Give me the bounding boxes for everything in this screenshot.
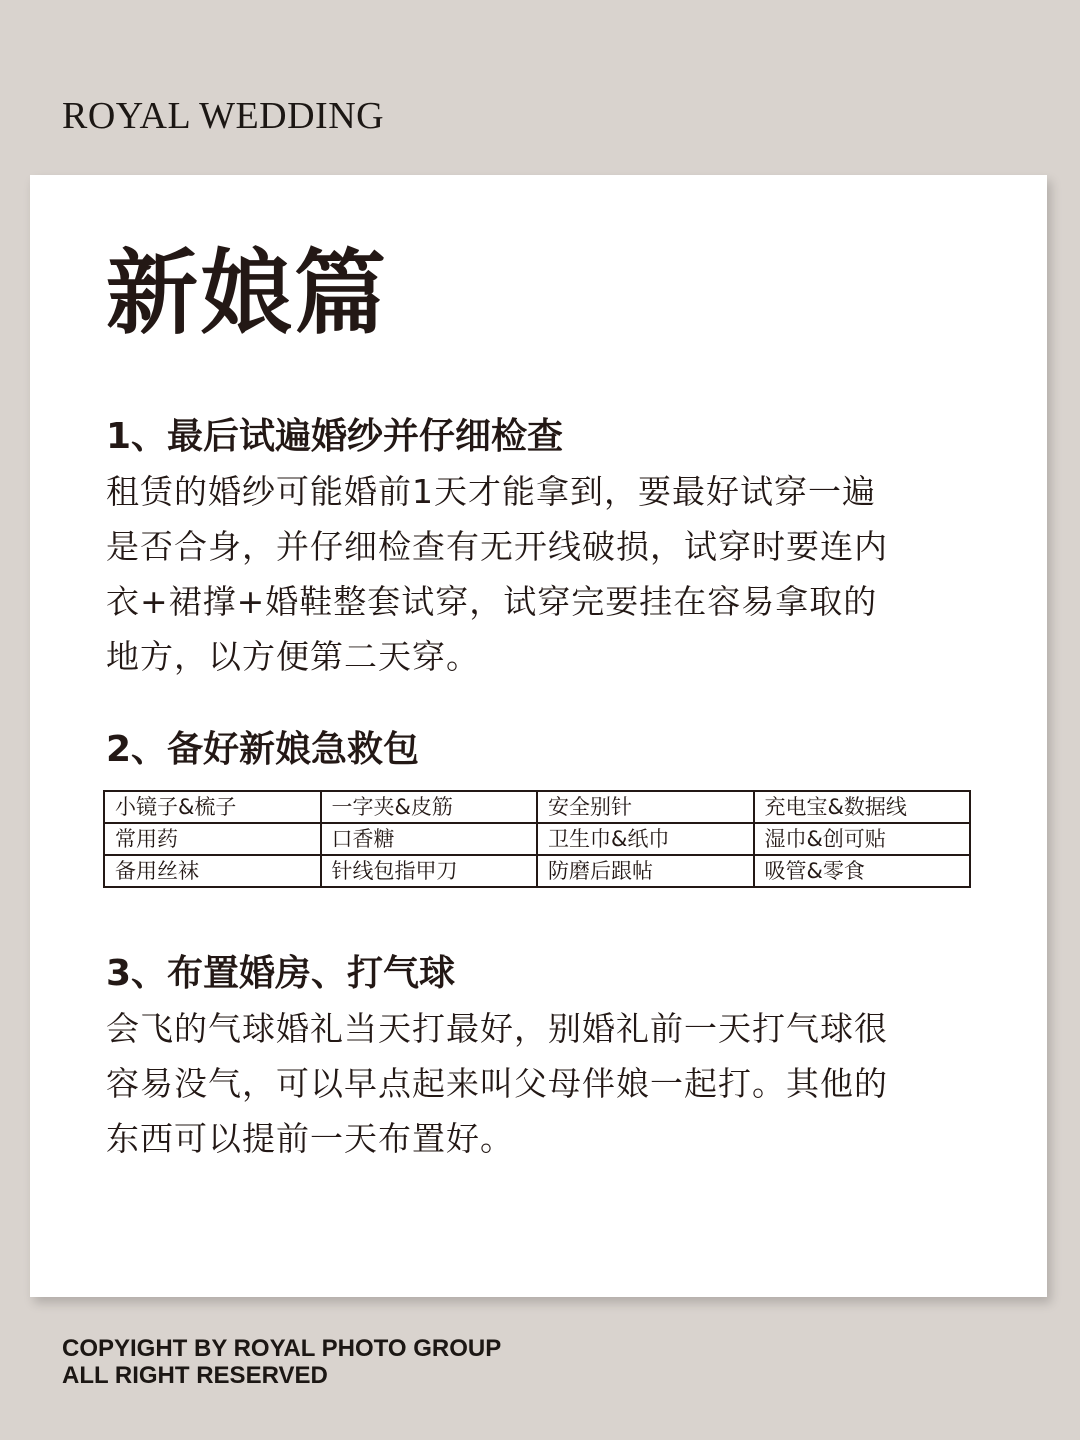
table-row (104, 855, 970, 887)
table-row (104, 791, 970, 823)
table-cell: 安全别针 (537, 791, 754, 823)
page-title: 新娘篇 (106, 240, 389, 347)
body-line: 容易没气，可以早点起来叫父母伴娘一起打。其他的 (106, 1064, 888, 1103)
body-line: 会飞的气球婚礼当天打最好，别婚礼前一天打气球很 (106, 1009, 888, 1048)
body-line: 地方，以方便第二天穿。 (106, 637, 480, 676)
table-cell: 充电宝&数据线 (754, 791, 971, 823)
section-body-3 (106, 1001, 966, 1166)
section-heading-3: 3、布置婚房、打气球 (106, 953, 456, 994)
section-heading-1: 1、最后试遍婚纱并仔细检查 (106, 416, 564, 457)
table-row (104, 823, 970, 855)
body-line: 租赁的婚纱可能婚前1天才能拿到，要最好试穿一遍 (106, 472, 876, 511)
copyright-line: COPYIGHT BY ROYAL PHOTO GROUP (62, 1335, 502, 1362)
table-cell: 卫生巾&纸巾 (537, 823, 754, 855)
table-cell: 小镜子&梳子 (104, 791, 321, 823)
section-body-1 (106, 464, 966, 684)
section-heading-2: 2、备好新娘急救包 (106, 729, 420, 770)
brand-title: ROYAL WEDDING (62, 95, 385, 137)
table-cell: 一字夹&皮筋 (321, 791, 538, 823)
copyright-footer (62, 1335, 501, 1389)
table-cell: 针线包指甲刀 (321, 855, 538, 887)
table-cell: 备用丝袜 (104, 855, 321, 887)
table-cell: 常用药 (104, 823, 321, 855)
body-line: 是否合身，并仔细检查有无开线破损，试穿时要连内 (106, 527, 888, 566)
body-line: 衣+裙撑+婚鞋整套试穿，试穿完要挂在容易拿取的 (106, 582, 878, 621)
table-cell: 湿巾&创可贴 (754, 823, 971, 855)
emergency-kit-table (103, 790, 971, 888)
content-card (30, 175, 1047, 1297)
body-line: 东西可以提前一天布置好。 (106, 1119, 514, 1158)
rights-line: ALL RIGHT RESERVED (62, 1362, 328, 1389)
table-cell: 防磨后跟帖 (537, 855, 754, 887)
table-cell: 口香糖 (321, 823, 538, 855)
table-cell: 吸管&零食 (754, 855, 971, 887)
